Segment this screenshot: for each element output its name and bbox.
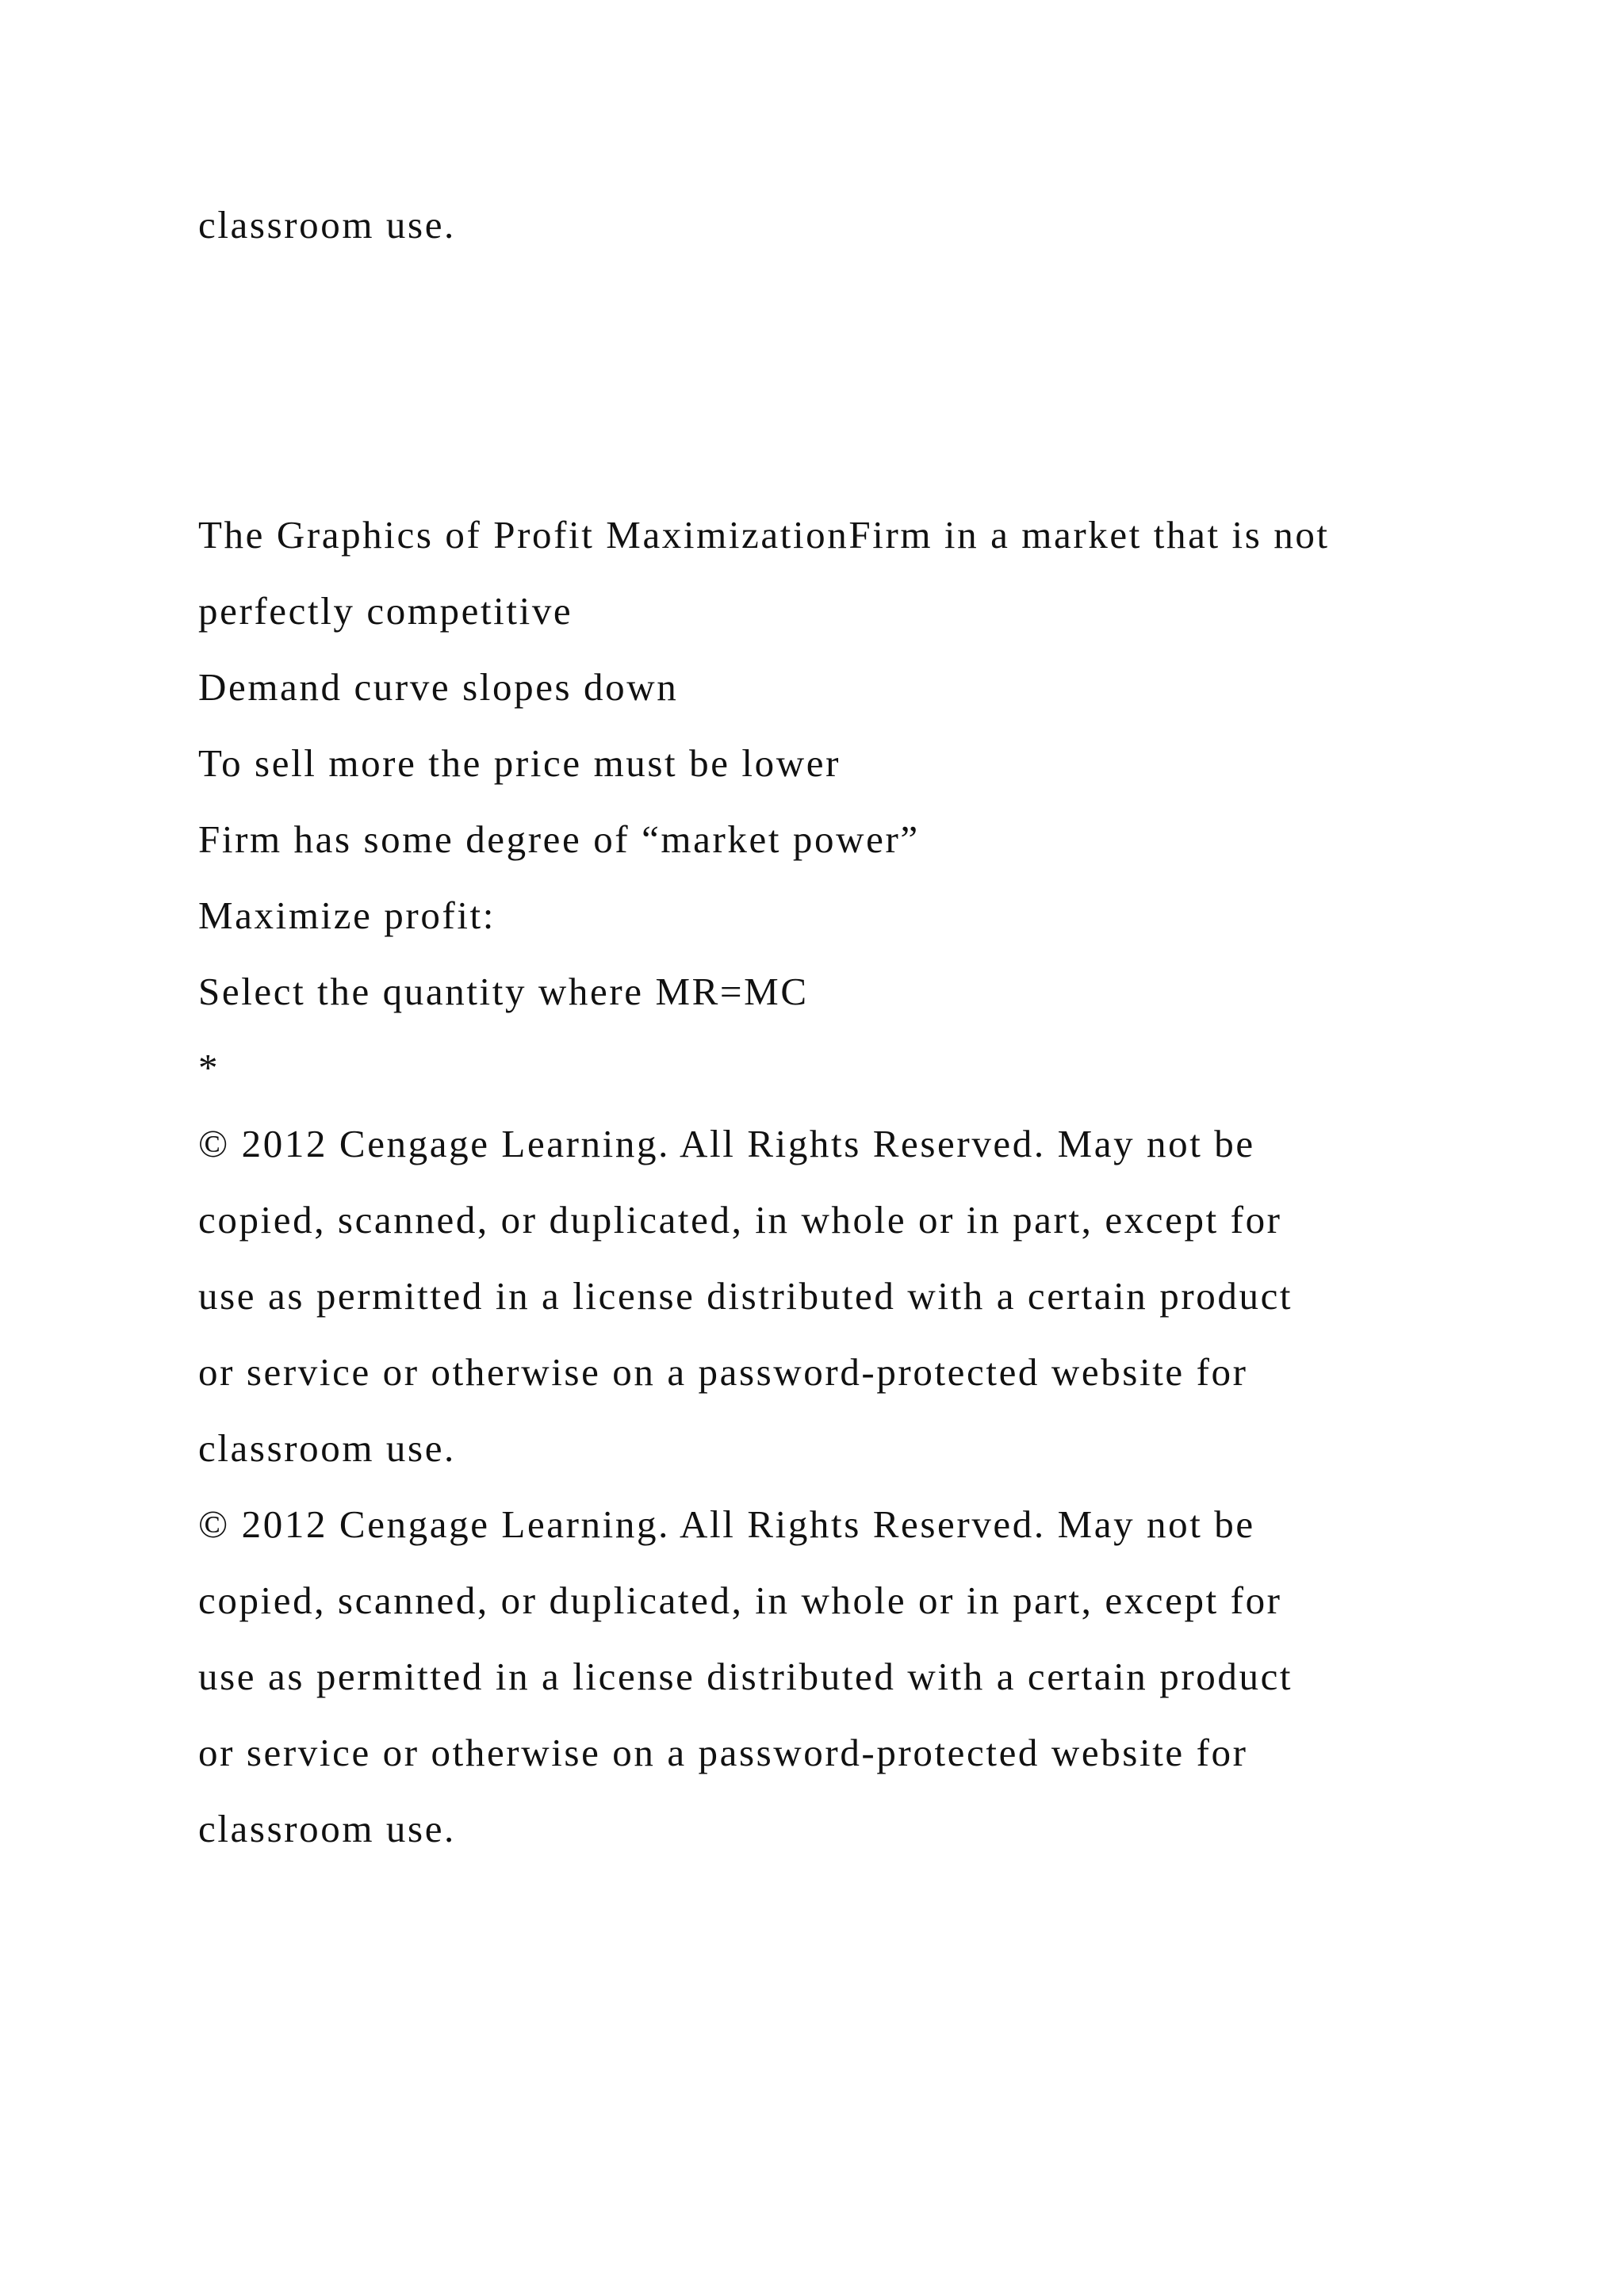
copyright-line: use as permitted in a license distributed with a certain product <box>198 1655 1293 1698</box>
copyright-line: or service or otherwise on a password-protected website for <box>198 1350 1248 1394</box>
copyright-line: or service or otherwise on a password-protected website for <box>198 1731 1248 1774</box>
copyright-line: © 2012 Cengage Learning. All Rights Reserved. May not be <box>198 1122 1255 1165</box>
bullet-line: Demand curve slopes down <box>198 665 679 709</box>
copyright-line: classroom use. <box>198 1807 456 1850</box>
bullet-line: Maximize profit: <box>198 894 496 937</box>
bullet-line: Select the quantity where MR=MC <box>198 970 809 1013</box>
copyright-line: copied, scanned, or duplicated, in whole or in part, except for <box>198 1578 1282 1622</box>
copyright-line: copied, scanned, or duplicated, in whole or in part, except for <box>198 1198 1282 1242</box>
asterisk-line: * <box>198 1046 220 1089</box>
text-line: classroom use. <box>198 203 456 247</box>
copyright-line: © 2012 Cengage Learning. All Rights Reserved. May not be <box>198 1502 1255 1546</box>
top-text-block <box>198 187 1507 263</box>
main-text-block <box>198 497 1507 1867</box>
copyright-line: classroom use. <box>198 1426 456 1470</box>
slide-title-line: perfectly competitive <box>198 589 573 633</box>
slide-title-line: The Graphics of Profit MaximizationFirm in a market that is not <box>198 513 1330 557</box>
bullet-line: Firm has some degree of “market power” <box>198 817 920 861</box>
bullet-line: To sell more the price must be lower <box>198 741 841 785</box>
copyright-line: use as permitted in a license distributed with a certain product <box>198 1274 1293 1318</box>
